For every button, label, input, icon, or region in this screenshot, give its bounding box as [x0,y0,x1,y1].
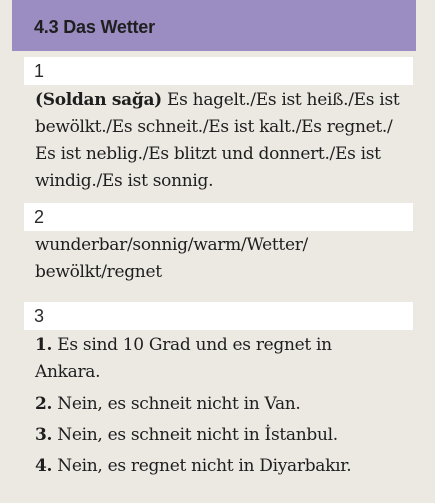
exercise-1-line-3: Es ist neblig./Es blitzt und donnert./Es ist [35,144,381,164]
answer-2-number: 2. [35,394,53,414]
section-title-bar [12,0,416,51]
exercise-2-line-2: bewölkt/regnet [35,262,162,282]
exercise-1-header [24,57,413,85]
exercise-1-line-1-text: Es hagelt./Es ist heiß./Es ist [161,90,400,110]
answer-2-text: Nein, es schneit nicht in Van. [52,394,301,414]
exercise-3-answer-2 [35,391,301,418]
exercise-1-prefix: (Soldan sağa) [35,90,162,110]
exercise-1-line-4: windig./Es ist sonnig. [35,171,214,191]
answer-4-text: Nein, es regnet nicht in Diyarbakır. [52,456,352,476]
exercise-3-answer-1 [35,332,332,359]
answer-3-text: Nein, es schneit nicht in İstanbul. [52,425,338,445]
section-title: 4.3 Das Wetter [34,17,155,37]
exercise-3-number: 3 [34,306,45,326]
exercise-1-answer [35,87,399,195]
exercise-1-line-2: bewölkt./Es schneit./Es ist kalt./Es regnet./ [35,117,393,137]
answer-1-text: Es sind 10 Grad und es regnet in [52,335,332,355]
exercise-1-line-1 [35,87,399,114]
exercise-3-answer-3 [35,422,338,449]
exercise-3-header [24,302,413,330]
exercise-2-header [24,203,413,231]
exercise-3-answers [35,332,332,386]
exercise-3-answer-4 [35,453,351,480]
exercise-2-line-1: wunderbar/sonnig/warm/Wetter/ [35,235,308,255]
answer-1-number: 1. [35,335,53,355]
answer-3-number: 3. [35,425,53,445]
answer-4-number: 4. [35,456,53,476]
exercise-1-number: 1 [34,61,45,81]
exercise-2-answer [35,232,308,286]
exercise-2-number: 2 [34,207,45,227]
exercise-3-answer-1-cont: Ankara. [35,362,101,382]
